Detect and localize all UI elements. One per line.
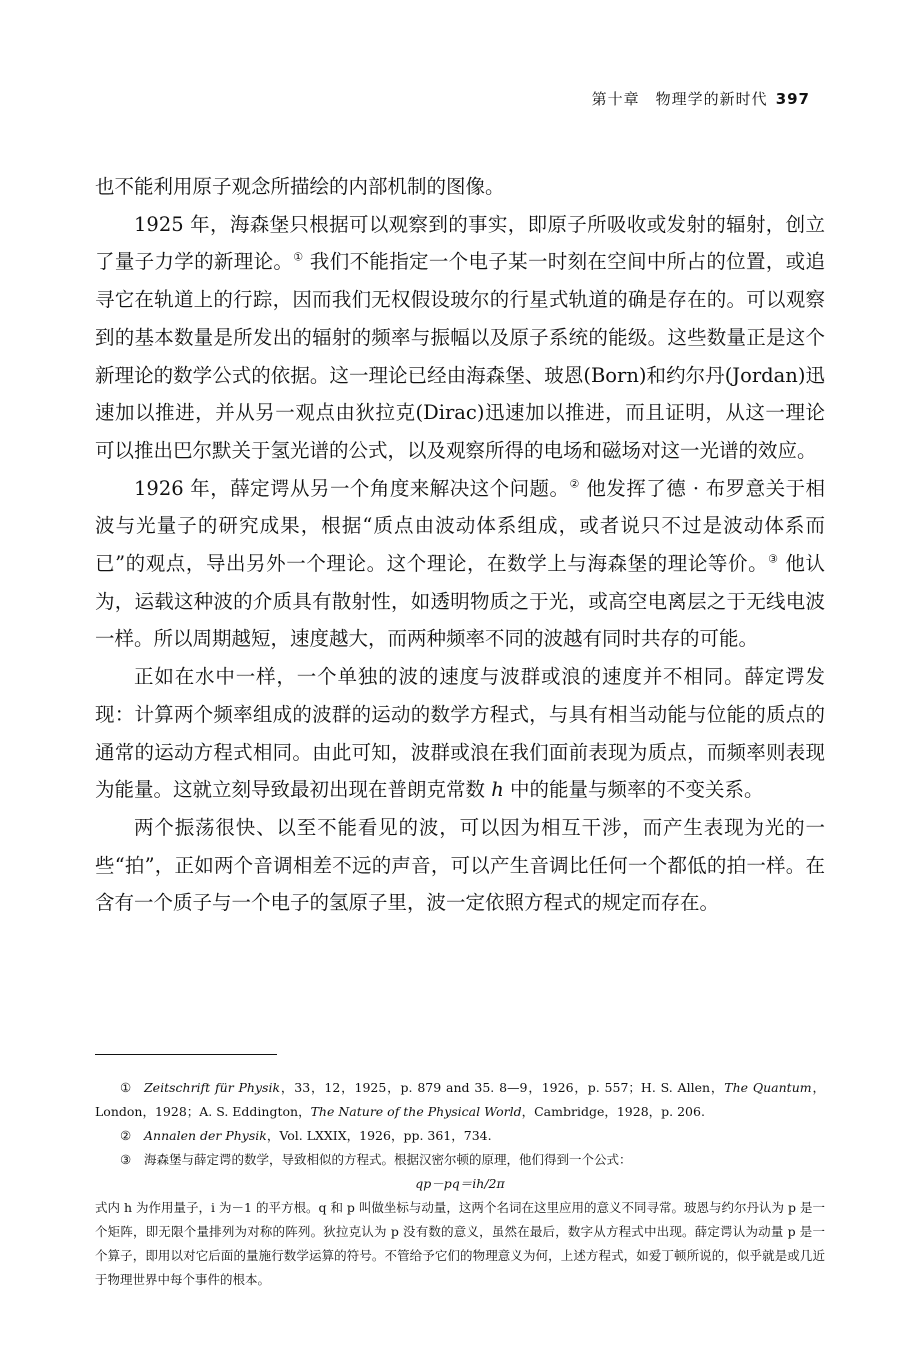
footnote-3 [95, 1148, 825, 1172]
paragraph-heisenberg [95, 206, 825, 470]
book-title: The Nature of the Physical World [310, 1104, 522, 1119]
paragraph-text: 1925 年，海森堡只根据可以观察到的事实，即原子所吸收或发射的辐射，创立了量子力学的新理论。 [95, 212, 825, 274]
footnote-mark: ① [120, 1080, 132, 1095]
paragraph-text: 他认为，运载这种波的介质具有散射性，如透明物质之于光，或高空电离层之于无线电波一样。所以周期越短，速度越大，而两种频率不同的波越有同时共存的可能。 [95, 552, 825, 651]
footnote-1 [95, 1076, 825, 1124]
body-text [95, 168, 825, 922]
citation-text: ，Vol. LXXIX，1926，pp. 361，734. [266, 1128, 492, 1143]
commutation-formula: qp－pq＝ih/2π [415, 1176, 505, 1191]
footnote-2 [95, 1124, 825, 1148]
book-title: The Quantum [724, 1080, 812, 1095]
footnote-mark: ② [120, 1128, 132, 1143]
footnote-divider [95, 1054, 277, 1055]
paragraph-continued: 也不能利用原子观念所描绘的内部机制的图像。 [95, 175, 505, 198]
footnote-mark: ③ [120, 1152, 132, 1167]
footnote-ref-2[interactable]: ② [569, 477, 580, 491]
planck-constant-symbol: h [491, 778, 504, 802]
journal-title: Zeitschrift für Physik [144, 1080, 281, 1095]
journal-title: Annalen der Physik [144, 1128, 267, 1143]
citation-text: ，33，12，1925，p. 879 and 35. 8—9，1926，p. 557；H. S. Allen， [280, 1080, 725, 1095]
paragraph-text: 他发挥了德 · 布罗意关于相波与光量子的研究成果，根据“质点由波动体系组成，或者说只不过是波动体系而已”的观点，导出另外一个理论。这个理论，在数学上与海森堡的理论等价。 [95, 476, 826, 576]
footnote-ref-3[interactable]: ③ [768, 552, 779, 566]
paragraph-wave-group [95, 658, 825, 809]
footnote-ref-1[interactable]: ① [293, 250, 304, 264]
citation-text: ，Cambridge，1928，p. 206. [521, 1104, 705, 1119]
chapter-title: 第十章 物理学的新时代 [591, 90, 768, 108]
footnotes [95, 1076, 825, 1292]
paragraph-text: 我们不能指定一个电子某一时刻在空间中所占的位置，或追寻它在轨道上的行踪，因而我们无权假设玻尔的行星式轨道的确是存在的。可以观察到的基本数量是所发出的辐射的频率与振幅以及原子系统的能级。这些数量正是这个新理论的数学公式的依据。这一理论已经由海森堡、玻恩(Born)和约尔丹(Jordan)迅速加以推进，并从另一观点由狄拉克(Dirac)迅速加以推进，而且证明，从这一理论可以推出巴尔默关于氢光谱的公式，以及观察所得的电场和磁场对这一光谱的效应。 [95, 250, 825, 462]
running-header [592, 88, 810, 109]
paragraph-text: 1926 年，薛定谔从另一个角度来解决这个问题。 [134, 476, 570, 500]
footnote-text: 海森堡与薛定谔的数学，导致相似的方程式。根据汉密尔顿的原理，他们得到一个公式： [144, 1152, 632, 1167]
footnote-3-explanation: 式内 h 为作用量子，i 为－1 的平方根。q 和 p 叫做坐标与动量，这两个名词在这里应用的意义不同寻常。玻恩与约尔丹认为 p 是一个矩阵，即无限个量排列为对称的阵列。狄拉克认为 p 没有数的意义，虽然在最后，数字从方程式中出现。薛定谔认为动量 p 是一个算子，即用以对它后面的量施行数学运算的符号。不管给予它们的物理意义为何，上述方程式，如爱丁顿所说的，似乎就是或几近于物理世界中每个事件的根本。 [95, 1200, 825, 1287]
citation-text: ，London，1928；A. S. Eddington， [95, 1080, 825, 1119]
paragraph-text: 中的能量与频率的不变关系。 [503, 778, 764, 802]
paragraph-text: 正如在水中一样，一个单独的波的速度与波群或浪的速度并不相同。薛定谔发现：计算两个频率组成的波群的运动的数学方程式，与具有相当动能与位能的质点的通常的运动方程式相同。由此可知，波群或浪在我们面前表现为质点，而频率则表现为能量。这就立刻导致最初出现在普朗克常数 [95, 665, 825, 802]
page-number: 397 [775, 90, 810, 108]
paragraph-beats: 两个振荡很快、以至不能看见的波，可以因为相互干涉，而产生表现为光的一些“拍”，正如两个音调相差不远的声音，可以产生音调比任何一个都低的拍一样。在含有一个质子与一个电子的氢原子里，波一定依照方程式的规定而存在。 [95, 815, 825, 915]
paragraph-schrodinger [95, 470, 825, 659]
